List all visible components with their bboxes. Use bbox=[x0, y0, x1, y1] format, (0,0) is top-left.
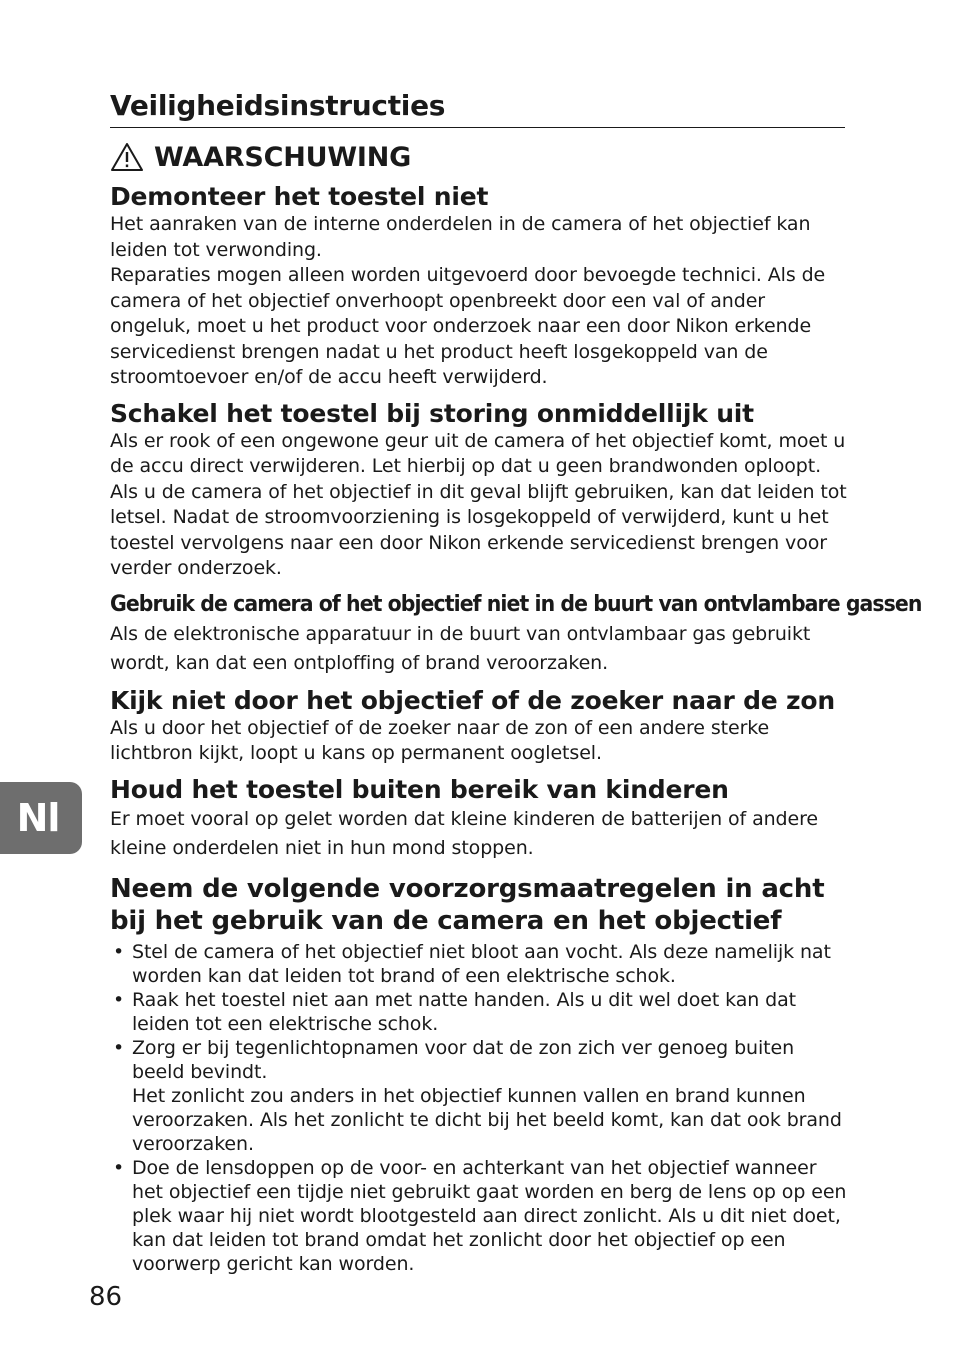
list-item-extra-text: Het zonlicht zou anders in het objectief kunnen vallen en brand kunnen veroorzaken. Als het zonlicht te dicht bij het beeld komt, kan dat ook brand veroorzaken. bbox=[132, 1084, 842, 1155]
section-malfunction bbox=[110, 399, 850, 582]
bullet-symbol: • bbox=[113, 988, 125, 1011]
page-title: Veiligheidsinstructies bbox=[110, 89, 446, 122]
section-paragraph: Als u door het objectief of de zoeker naar de zon of een andere sterke lichtbron kijkt, loopt u kans op permanent oogletsel. bbox=[110, 716, 770, 764]
language-tab-label: Nl bbox=[16, 796, 60, 840]
list-item-text: Stel de camera of het objectief niet bloot aan vocht. Als deze namelijk nat worden kan dat leiden tot brand of een elektrische schok. bbox=[132, 940, 831, 987]
section-disassemble bbox=[110, 182, 850, 391]
list-item-text: Doe de lensdoppen op de voor- en achterkant van het objectief wanneer het objectief een tijdje niet gebruikt gaat worden en berg de lens op op een plek waar hij niet wordt blootgesteld aan direct zonlicht. Als u dit niet doet, kan dat leiden tot brand omdat het zonlicht door het objectief op een voorwerp gericht kan worden. bbox=[132, 1156, 847, 1275]
warning-label: WAARSCHUWING bbox=[154, 141, 412, 173]
section-heading: Kijk niet door het objectief of de zoeker naar de zon bbox=[110, 685, 835, 715]
section-heading: Schakel het toestel bij storing onmiddellijk uit bbox=[110, 398, 754, 428]
warning-header bbox=[110, 139, 411, 175]
section-precautions bbox=[110, 873, 850, 1276]
language-tab bbox=[0, 782, 82, 854]
bullet-symbol: • bbox=[113, 1036, 125, 1059]
section-paragraph: Er moet vooral op gelet worden dat kleine kinderen de batterijen of andere kleine onderdelen niet in hun mond stoppen. bbox=[110, 807, 818, 859]
precautions-list bbox=[110, 940, 850, 1276]
warning-triangle-icon bbox=[110, 142, 144, 172]
section-paragraph: Als de elektronische apparatuur in de buurt van ontvlambaar gas gebruikt wordt, kan dat een ontploffing of brand veroorzaken. bbox=[110, 622, 811, 674]
section-heading: Demonteer het toestel niet bbox=[110, 182, 489, 211]
list-item bbox=[110, 988, 850, 1036]
list-item-text: Zorg er bij tegenlichtopnamen voor dat de zon zich ver genoeg buiten beeld bevindt. bbox=[132, 1036, 795, 1083]
section-paragraph: Reparaties mogen alleen worden uitgevoerd door bevoegde technici. Als de camera of het objectief onverhoopt openbreekt door een val of ander ongeluk, moet u het product voor onderzoek naar een door Nikon erkende servicedienst brengen nadat u het product heeft losgekoppeld van de stroomtoevoer en/of de accu heeft verwijderd. bbox=[110, 264, 826, 388]
bullet-symbol: • bbox=[113, 1156, 125, 1179]
section-heading: Neem de volgende voorzorgsmaatregelen in acht bij het gebruik van de camera en het objectief bbox=[110, 873, 825, 936]
section-sun bbox=[110, 686, 850, 767]
section-paragraph: Als er rook of een ongewone geur uit de camera of het objectief komt, moet u de accu direct verwijderen. Let hierbij op dat u geen brandwonden oploopt. Als u de camera of het objectief in dit geval blijft gebruiken, kan dat leiden tot letsel. Nadat de stroomvoorziening is losgekoppeld of verwijderd, kunt u het toestel vervolgens naar een door Nikon erkende servicedienst brengen voor verder onderzoek. bbox=[110, 429, 847, 579]
list-item-text: Raak het toestel niet aan met natte handen. Als u dit wel doet kan dat leiden tot een elektrische schok. bbox=[132, 988, 797, 1035]
instructions-content bbox=[110, 182, 922, 1284]
list-item bbox=[110, 940, 850, 988]
list-item bbox=[110, 1036, 850, 1156]
section-heading: Gebruik de camera of het objectief niet in de buurt van ontvlambare gassen bbox=[110, 591, 922, 617]
bullet-symbol: • bbox=[113, 940, 125, 963]
list-item bbox=[110, 1156, 850, 1276]
page-number: 86 bbox=[89, 1282, 123, 1312]
section-paragraph: Het aanraken van de interne onderdelen in de camera of het objectief kan leiden tot verwonding. bbox=[110, 213, 811, 261]
section-heading: Houd het toestel buiten bereik van kinderen bbox=[110, 774, 729, 804]
section-children bbox=[110, 775, 850, 863]
title-divider bbox=[110, 127, 845, 128]
section-flammable-gas bbox=[110, 590, 922, 678]
